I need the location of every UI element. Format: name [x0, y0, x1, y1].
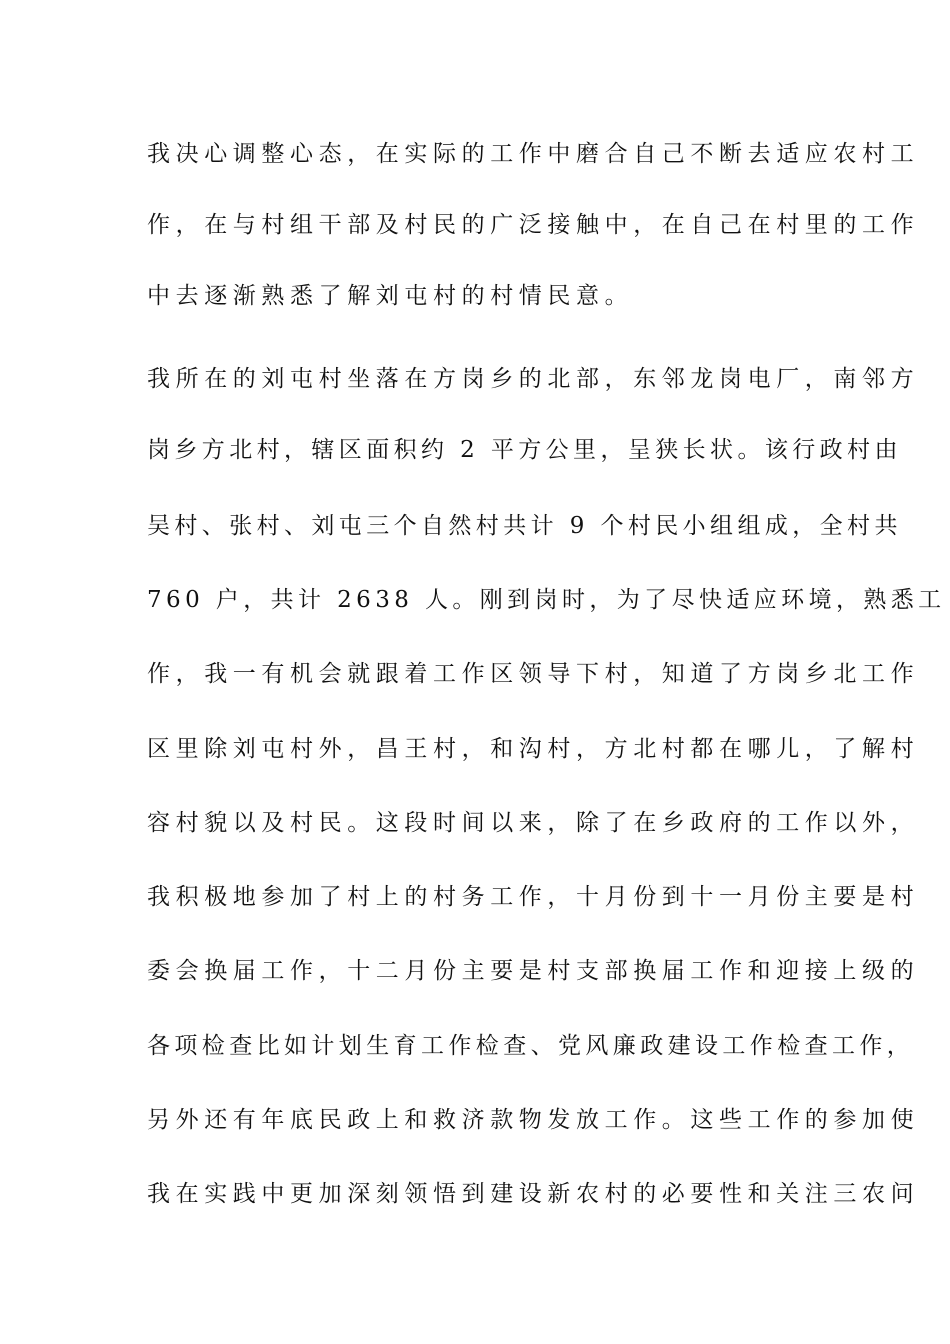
text-line: 我在实践中更加深刻领悟到建设新农村的必要性和关注三农问	[147, 1181, 920, 1207]
text-line: 岗乡方北村，辖区面积约 2 平方公里，呈狭长状。该行政村由	[147, 437, 902, 463]
text-line: 我积极地参加了村上的村务工作，十月份到十一月份主要是村	[147, 884, 920, 910]
text-line: 760 户，共计 2638 人。刚到岗时，为了尽快适应环境，熟悉工	[147, 587, 946, 613]
text-line: 作，我一有机会就跟着工作区领导下村，知道了方岗乡北工作	[147, 661, 920, 687]
text-line: 作，在与村组干部及村民的广泛接触中，在自己在村里的工作	[147, 212, 920, 238]
text-line: 中去逐渐熟悉了解刘屯村的村情民意。	[147, 283, 634, 309]
text-line: 我所在的刘屯村坐落在方岗乡的北部，东邻龙岗电厂，南邻方	[147, 366, 920, 392]
text-line: 容村貌以及村民。这段时间以来，除了在乡政府的工作以外，	[147, 810, 920, 836]
text-line: 区里除刘屯村外，昌王村，和沟村，方北村都在哪儿，了解村	[147, 736, 920, 762]
text-line: 我决心调整心态，在实际的工作中磨合自己不断去适应农村工	[147, 141, 920, 167]
text-line: 各项检查比如计划生育工作检查、党风廉政建设工作检查工作，	[147, 1033, 915, 1059]
text-line: 另外还有年底民政上和救济款物发放工作。这些工作的参加使	[147, 1107, 920, 1133]
text-line: 吴村、张村、刘屯三个自然村共计 9 个村民小组组成，全村共	[147, 513, 902, 539]
text-line: 委会换届工作，十二月份主要是村支部换届工作和迎接上级的	[147, 958, 920, 984]
